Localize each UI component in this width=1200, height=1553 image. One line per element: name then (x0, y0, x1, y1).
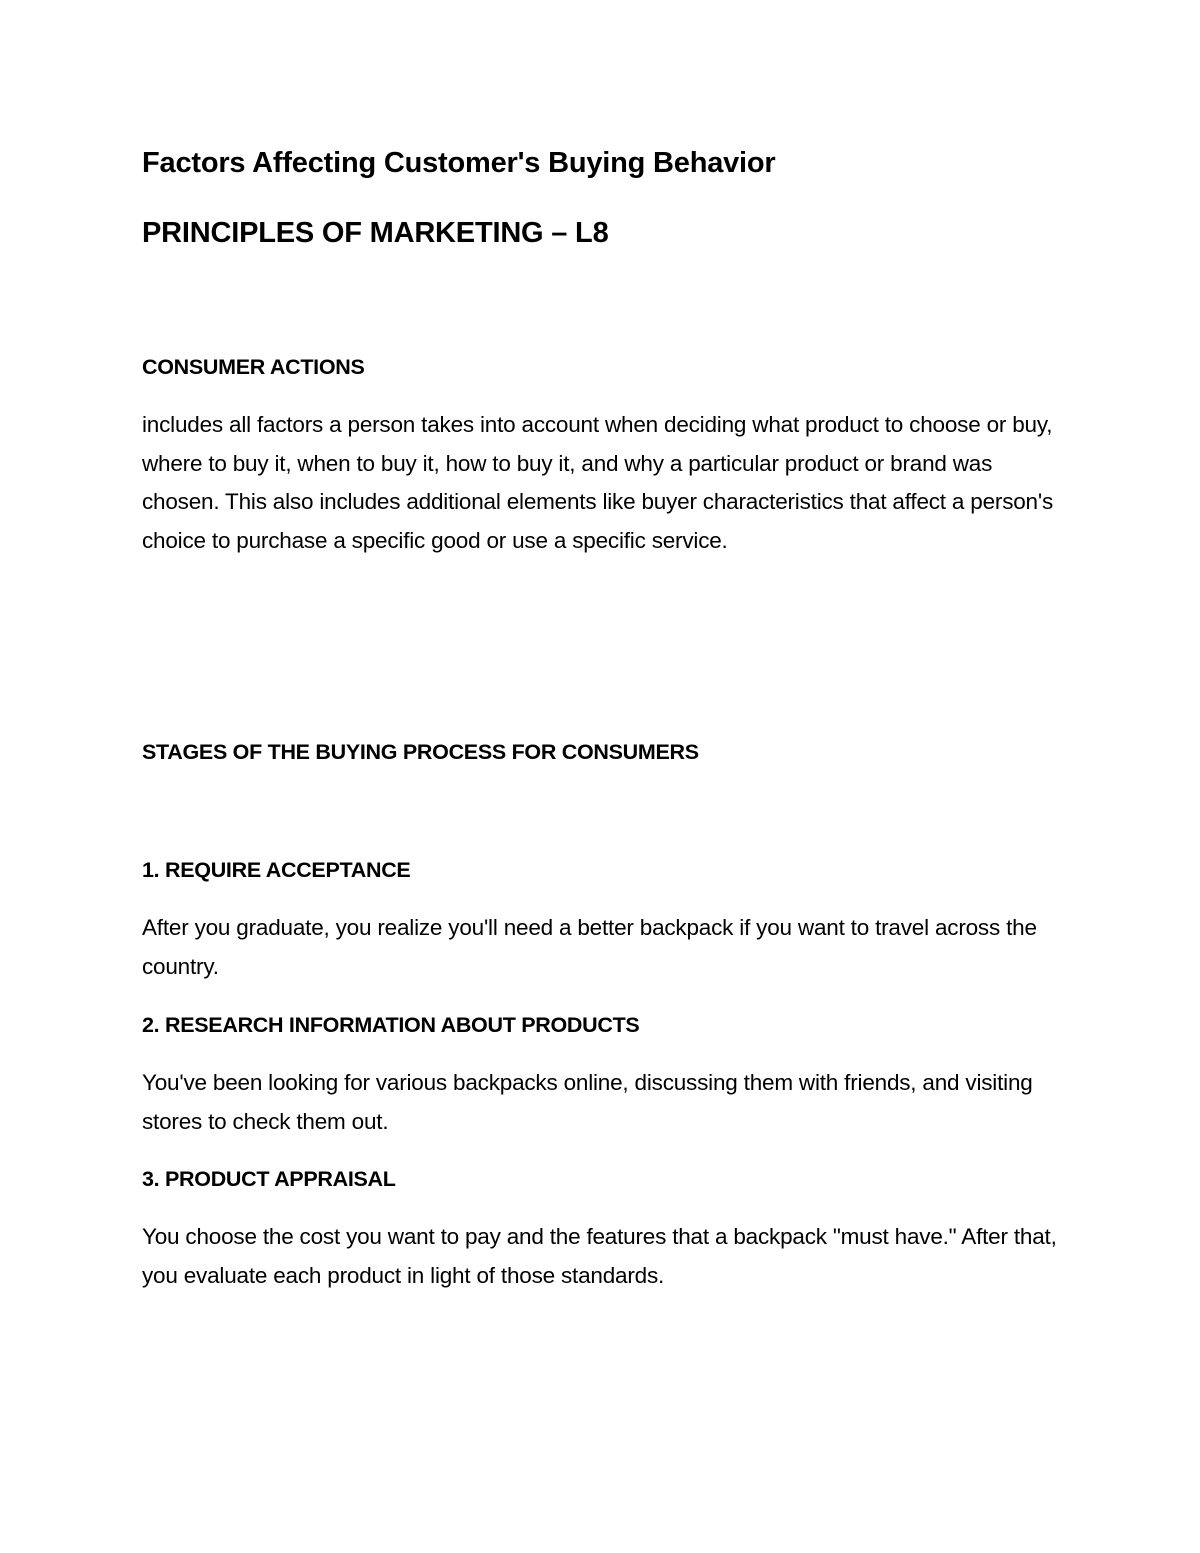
stages-heading: STAGES OF THE BUYING PROCESS FOR CONSUMERS (142, 740, 699, 764)
stage-3-paragraph: You choose the cost you want to pay and the features that a backpack "must have." After that, you evaluate each product in light of those standards. (142, 1224, 1057, 1288)
consumer-actions-paragraph: includes all factors a person takes into account when deciding what product to choose or buy, where to buy it, when to buy it, how to buy it, and why a particular product or brand was chosen. This also includes additional elements like buyer characteristics that affect a person's choice to purchase a specific good or use a specific service. (142, 412, 1054, 553)
document-subtitle: PRINCIPLES OF MARKETING – L8 (142, 217, 609, 249)
stage-3-heading: 3. PRODUCT APPRAISAL (142, 1167, 396, 1191)
document-title: Factors Affecting Customer's Buying Behavior (142, 147, 776, 179)
stage-2-heading: 2. RESEARCH INFORMATION ABOUT PRODUCTS (142, 1013, 640, 1037)
consumer-actions-heading: CONSUMER ACTIONS (142, 355, 365, 379)
stage-1-paragraph: After you graduate, you realize you'll need a better backpack if you want to travel across the country. (142, 915, 1037, 979)
stage-1-heading: 1. REQUIRE ACCEPTANCE (142, 858, 411, 882)
stage-2-paragraph: You've been looking for various backpacks online, discussing them with friends, and visiting stores to check them out. (142, 1070, 1033, 1134)
